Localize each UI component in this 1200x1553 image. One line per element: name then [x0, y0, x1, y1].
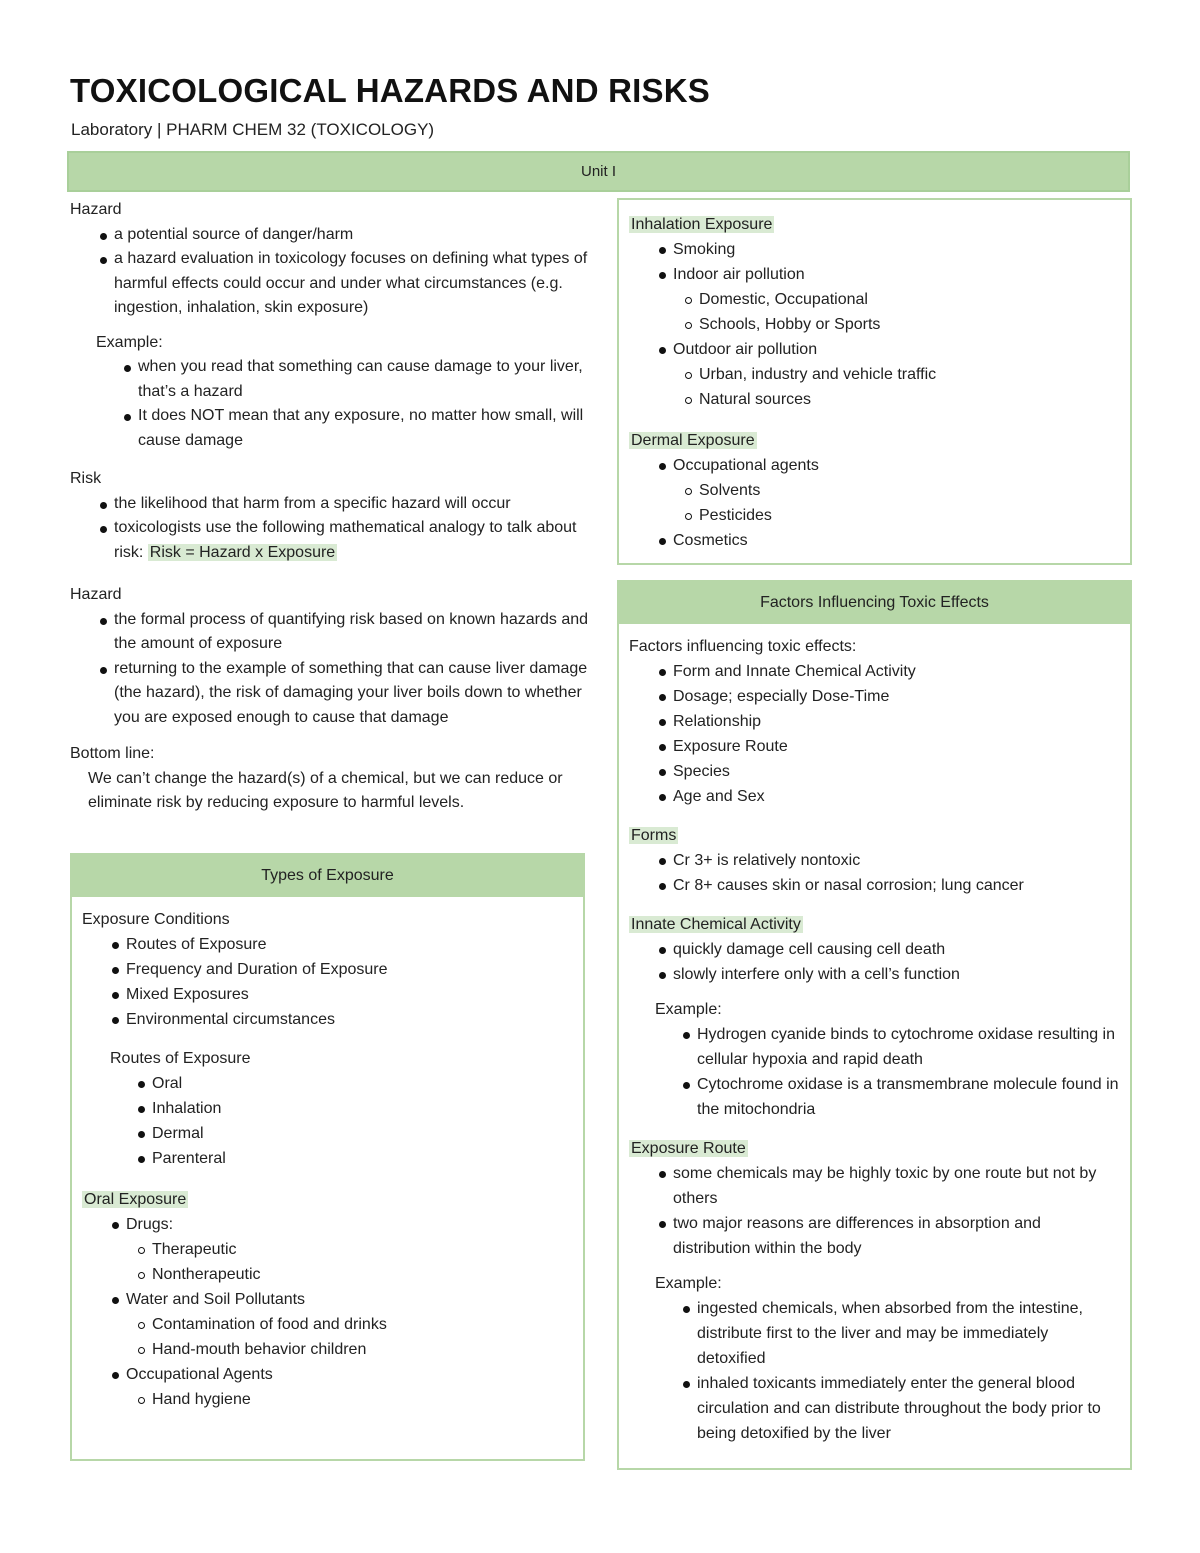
sub-list-item: Nontherapeutic — [136, 1262, 573, 1287]
list-item: Dosage; especially Dose-Time — [657, 684, 1120, 709]
list-item: when you read that something can cause damage to your liver, that’s a hazard — [122, 355, 590, 404]
risk-analogy-text: toxicologists use the following mathematical analogy to talk about risk: — [114, 519, 577, 561]
conditions-heading: Exposure Conditions — [82, 911, 230, 928]
factors-intro: Factors influencing toxic effects: — [629, 638, 857, 655]
types-of-exposure-box — [70, 853, 585, 1461]
sub-list-item: Schools, Hobby or Sports — [683, 312, 1120, 337]
sub-list-item: Urban, industry and vehicle traffic — [683, 362, 1120, 387]
list-item: a potential source of danger/harm — [98, 223, 590, 248]
sub-list — [136, 1237, 573, 1287]
list-item-label: Drugs: — [126, 1216, 174, 1233]
sub-list — [683, 478, 1120, 528]
unit-banner — [67, 151, 1130, 192]
box-title: Types of Exposure — [261, 866, 394, 884]
inhalation-list — [657, 237, 1120, 412]
list-item: the likelihood that harm from a specific hazard will occur — [98, 492, 590, 517]
list-item: inhaled toxicants immediately enter the general blood circulation and can distribute throughout the body prior to being detoxified by the liver — [681, 1371, 1120, 1446]
list-item: Age and Sex — [657, 784, 1120, 809]
list-item: Exposure Route — [657, 734, 1120, 759]
hazard-heading: Hazard — [70, 201, 122, 218]
list-item: Cosmetics — [657, 528, 1120, 553]
sub-list-item: Hand-mouth behavior children — [136, 1337, 573, 1362]
list-item: Inhalation — [136, 1096, 573, 1121]
list-item: Cr 8+ causes skin or nasal corrosion; lung cancer — [657, 873, 1120, 898]
list-item — [657, 262, 1120, 337]
example-bullets — [122, 355, 590, 453]
list-item: Species — [657, 759, 1120, 784]
factors-list — [657, 659, 1120, 809]
page-title: TOXICOLOGICAL HAZARDS AND RISKS — [70, 72, 710, 109]
exposure-routes-box — [617, 198, 1132, 565]
sub-list-item: Solvents — [683, 478, 1120, 503]
sub-list — [136, 1387, 573, 1412]
list-item: Form and Innate Chemical Activity — [657, 659, 1120, 684]
list-item — [657, 453, 1120, 528]
list-item — [98, 516, 590, 565]
list-item-label: Indoor air pollution — [673, 266, 805, 283]
innate-list — [657, 937, 1120, 987]
list-item: Environmental circumstances — [110, 1007, 573, 1032]
sub-list — [683, 287, 1120, 337]
list-item — [110, 1287, 573, 1362]
left-column — [70, 198, 590, 816]
list-item — [110, 1212, 573, 1287]
exposure-route-heading: Exposure Route — [631, 1140, 746, 1157]
list-item: some chemicals may be highly toxic by one route but not by others — [657, 1161, 1120, 1211]
sub-list-item: Contamination of food and drinks — [136, 1312, 573, 1337]
box-title: Factors Influencing Toxic Effects — [760, 593, 989, 611]
list-item: Mixed Exposures — [110, 982, 573, 1007]
sub-list-item: Hand hygiene — [136, 1387, 573, 1412]
bottom-line-text: We can’t change the hazard(s) of a chemical, but we can reduce or eliminate risk by reducing exposure to harmful levels. — [88, 769, 563, 811]
list-item: Cr 3+ is relatively nontoxic — [657, 848, 1120, 873]
innate-heading: Innate Chemical Activity — [631, 916, 801, 933]
list-item: the formal process of quantifying risk based on known hazards and the amount of exposure — [98, 608, 590, 657]
risk-formula: Risk = Hazard x Exposure — [149, 543, 336, 561]
list-item: Relationship — [657, 709, 1120, 734]
list-item: two major reasons are differences in absorption and distribution within the body — [657, 1211, 1120, 1261]
list-item: Dermal — [136, 1121, 573, 1146]
list-item: It does NOT mean that any exposure, no matter how small, will cause damage — [122, 404, 590, 453]
list-item — [110, 1362, 573, 1412]
unit-label: Unit I — [580, 163, 616, 180]
oral-exposure-heading: Oral Exposure — [84, 1191, 187, 1208]
sub-list-item: Pesticides — [683, 503, 1120, 528]
sub-list — [136, 1312, 573, 1362]
list-item: Hydrogen cyanide binds to cytochrome oxidase resulting in cellular hypoxia and rapid death — [681, 1022, 1120, 1072]
list-item: Routes of Exposure — [110, 932, 573, 957]
factors-box — [617, 580, 1132, 1470]
example-label: Example: — [96, 333, 163, 351]
list-item: returning to the example of something that can cause liver damage (the hazard), the risk of damaging your liver boils down to whether you are exposed enough to cause that damage — [98, 657, 590, 731]
sub-list-item: Domestic, Occupational — [683, 287, 1120, 312]
dermal-list — [657, 453, 1120, 553]
conditions-list — [110, 932, 573, 1032]
list-item: ingested chemicals, when absorbed from the intestine, distribute first to the liver and may be immediately detoxified — [681, 1296, 1120, 1371]
list-item-label: Outdoor air pollution — [673, 341, 818, 358]
sub-list-item: Natural sources — [683, 387, 1120, 412]
list-item: a hazard evaluation in toxicology focuses on defining what types of harmful effects could occur and under what circumstances (e.g. ingestion, inhalation, skin exposure) — [98, 247, 590, 321]
dermal-heading: Dermal Exposure — [631, 432, 755, 449]
bottom-line-heading: Bottom line: — [70, 745, 155, 762]
forms-heading: Forms — [631, 827, 677, 844]
list-item-label: Occupational Agents — [126, 1366, 273, 1383]
box-body — [619, 624, 1130, 1456]
list-item-label: Water and Soil Pollutants — [126, 1291, 306, 1308]
hazard-heading-2: Hazard — [70, 586, 122, 603]
risk-bullets — [98, 492, 590, 566]
list-item: Frequency and Duration of Exposure — [110, 957, 573, 982]
route-list — [657, 1161, 1120, 1261]
list-item-label: Occupational agents — [673, 457, 819, 474]
box-header — [70, 853, 585, 897]
example-label: Example: — [655, 1275, 722, 1292]
list-item: Smoking — [657, 237, 1120, 262]
list-item: quickly damage cell causing cell death — [657, 937, 1120, 962]
hazard-bullets-2 — [98, 608, 590, 731]
list-item: slowly interfere only with a cell’s function — [657, 962, 1120, 987]
list-item: Cytochrome oxidase is a transmembrane molecule found in the mitochondria — [681, 1072, 1120, 1122]
sub-list — [683, 362, 1120, 412]
inhalation-heading: Inhalation Exposure — [631, 216, 773, 233]
routes-heading: Routes of Exposure — [110, 1050, 251, 1067]
sub-list-item: Therapeutic — [136, 1237, 573, 1262]
routes-list — [136, 1071, 573, 1171]
risk-heading: Risk — [70, 470, 102, 487]
list-item: Parenteral — [136, 1146, 573, 1171]
box-body — [72, 897, 583, 1422]
box-body — [619, 200, 1130, 563]
list-item: Oral — [136, 1071, 573, 1096]
example-label: Example: — [655, 1001, 722, 1018]
hazard-bullets — [98, 223, 590, 321]
box-header — [617, 580, 1132, 624]
forms-list — [657, 848, 1120, 898]
example-bullets — [681, 1296, 1120, 1446]
page-subtitle: Laboratory | PHARM CHEM 32 (TOXICOLOGY) — [71, 120, 435, 139]
example-bullets — [681, 1022, 1120, 1122]
list-item — [657, 337, 1120, 412]
oral-list — [110, 1212, 573, 1412]
